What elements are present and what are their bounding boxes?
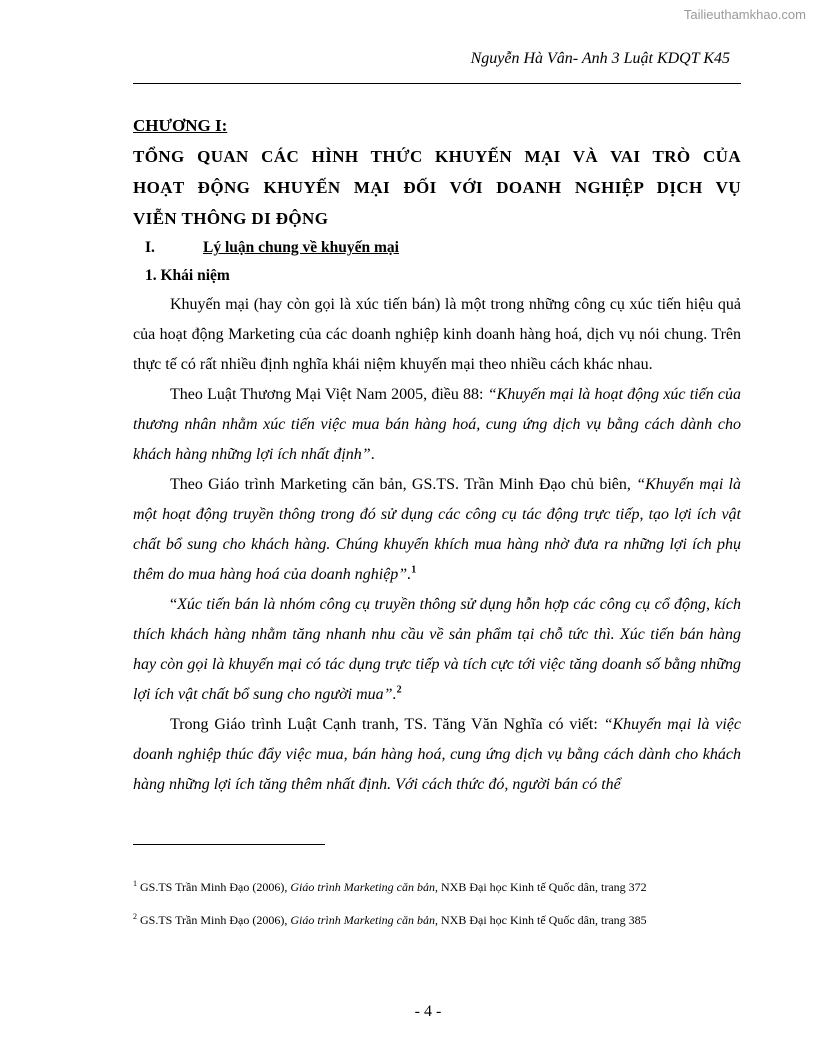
- page-body: [133, 111, 741, 800]
- paragraph-2-lead: Theo Luật Thương Mại Việt Nam 2005, điều 88:: [170, 386, 488, 403]
- footnote-1: [133, 880, 741, 894]
- paragraph-5-quote: “Khuyến mại là việc doanh nghiệp thúc đẩy việc mua, bán hàng hoá, cung ứng dịch vụ bằng cách dành cho khách hàng những lợi ích tăng thêm nhất định. Với cách thức đó, người bán có thể: [133, 716, 742, 793]
- paragraph-4: [133, 590, 741, 710]
- subsection-title: Khái niệm: [160, 267, 230, 284]
- footnote-ref-2[interactable]: 2: [396, 684, 402, 696]
- chapter-title-line-3: VIỄN THÔNG DI ĐỘNG: [133, 209, 329, 228]
- paragraph-3: [133, 470, 741, 590]
- footnote-2-marker: 2: [133, 912, 137, 921]
- paragraph-3-lead: Theo Giáo trình Marketing căn bản, GS.TS. Trần Minh Đạo chủ biên,: [170, 476, 637, 493]
- subsection-number: 1.: [145, 267, 157, 284]
- paragraph-4-quote: Xúc tiến bán là nhóm công cụ truyền thông sử dụng hỗn hợp các công cụ cổ động, kích thích khách hàng nhằm tăng nhanh nhu cầu về sản phẩm tại chỗ tức thì. Xúc tiến bán hàng hay còn gọi là khuyến mại có tác dụng trực tiếp và tích cực tới việc tăng doanh số bằng những lợi ích vật chất bổ sung cho người mua”.: [133, 596, 741, 703]
- paragraph-2: [133, 380, 741, 470]
- footnote-2-title: Giáo trình Marketing căn bản: [290, 913, 436, 927]
- section-title: Lý luận chung về khuyến mại: [203, 239, 399, 256]
- header-divider: [133, 83, 741, 84]
- section-heading: [133, 234, 741, 262]
- footnote-divider: [133, 844, 325, 845]
- footnote-2-lead: GS.TS Trần Minh Đạo (2006),: [140, 913, 291, 927]
- footnote-1-title: Giáo trình Marketing căn bản: [290, 880, 436, 894]
- footnote-1-lead: GS.TS Trần Minh Đạo (2006),: [140, 880, 291, 894]
- paragraph-5-lead: Trong Giáo trình Luật Cạnh tranh, TS. Tăng Văn Nghĩa có viết:: [170, 716, 604, 733]
- footnote-1-tail: , NXB Đại học Kinh tế Quốc dân, trang 372: [435, 880, 647, 894]
- paragraph-3-quote: “Khuyến mại là một hoạt động truyền thông trong đó sử dụng các công cụ tác động trực tiếp, tạo lợi ích vật chất bổ sung cho khách hàng. Chúng khuyến khích mua hàng nhờ đưa ra những lợi ích phụ thêm do mua hàng hoá của doanh nghiệp”.: [133, 476, 742, 583]
- paragraph-2-end: .: [370, 446, 375, 463]
- paragraph-1: Khuyến mại (hay còn gọi là xúc tiến bán) là một trong những công cụ xúc tiến hiệu quả của hoạt động Marketing của các doanh nghiệp kinh doanh hàng hoá, dịch vụ nói chung. Trên thực tế có rất nhiều định nghĩa khái niệm khuyến mại theo nhiều cách khác nhau.: [133, 296, 741, 373]
- paragraph-2-quote: “Khuyến mại là hoạt động xúc tiến của thương nhân nhằm xúc tiến việc mua bán hàng hoá, cung ứng dịch vụ bằng cách dành cho khách hàng những lợi ích nhất định”: [133, 386, 741, 463]
- chapter-label: CHƯƠNG I:: [133, 116, 228, 135]
- chapter-title-line-1: TỔNG QUAN CÁC HÌNH THỨC KHUYẾN MẠI VÀ VAI TRÒ CỦA: [133, 147, 741, 166]
- paragraph-5: [133, 710, 741, 800]
- footnote-1-marker: 1: [133, 879, 137, 888]
- subsection-heading: [133, 262, 741, 290]
- section-number: I.: [145, 239, 155, 256]
- footnote-2: [133, 913, 741, 927]
- footnote-2-tail: , NXB Đại học Kinh tế Quốc dân, trang 385: [435, 913, 647, 927]
- running-header: Nguyễn Hà Vân- Anh 3 Luật KDQT K45: [470, 50, 730, 67]
- watermark: Tailieuthamkhao.com: [683, 7, 806, 22]
- footnote-ref-1[interactable]: 1: [411, 564, 417, 576]
- page-number: - 4 -: [414, 1003, 442, 1020]
- chapter-title-line-2: HOẠT ĐỘNG KHUYẾN MẠI ĐỐI VỚI DOANH NGHIỆP DỊCH VỤ: [133, 178, 741, 197]
- paragraph-4-open: “: [170, 596, 178, 613]
